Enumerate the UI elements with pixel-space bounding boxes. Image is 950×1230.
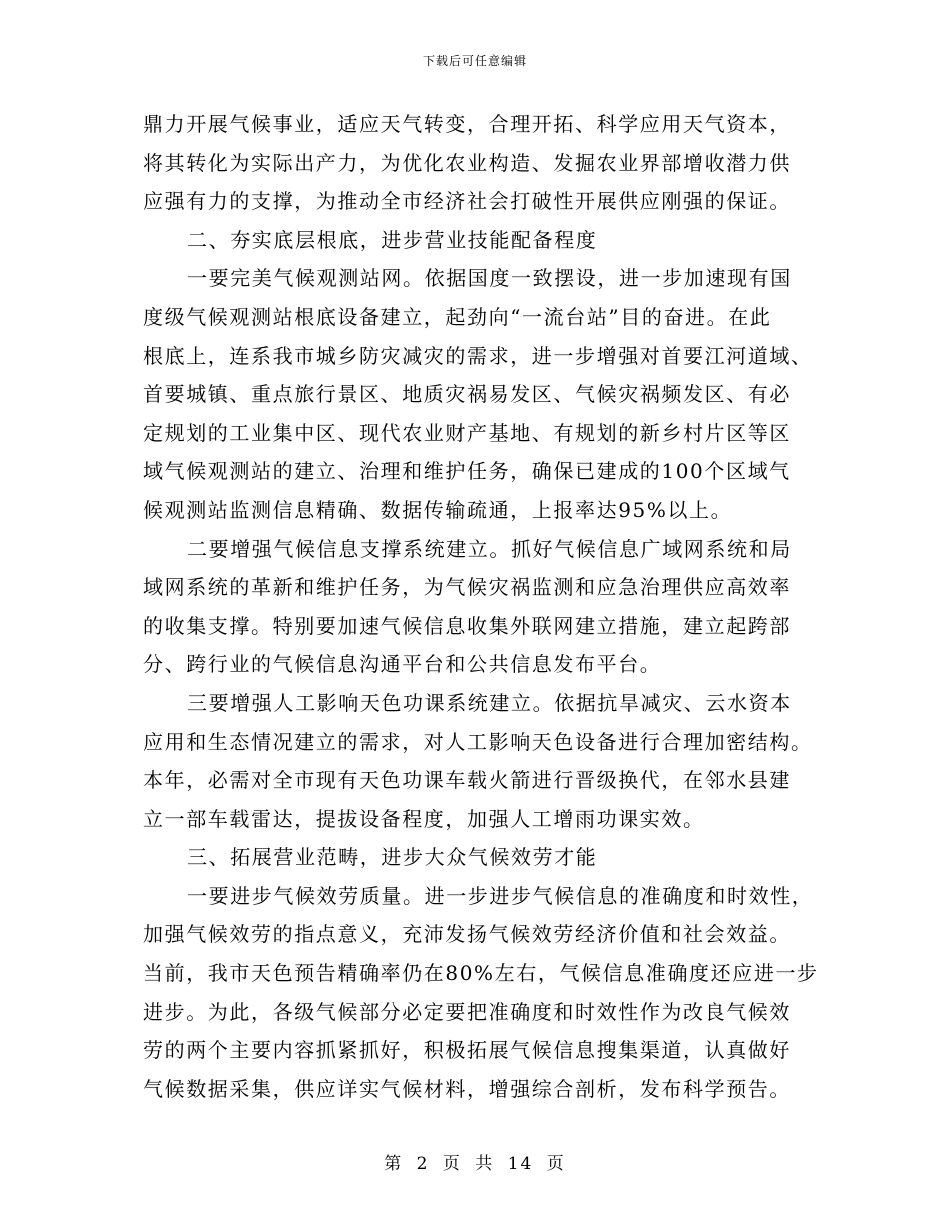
text-line: 度级气候观测站根底设备建立，起劲向“一流台站”目的奋进。在此 [143, 304, 772, 329]
page-header-note: 下载后可任意编辑 [422, 54, 527, 68]
text-line: 应用和生态情况建立的需求，对人工影响天色设备进行合理加密结构。 [143, 729, 813, 754]
text-line: 的收集支撑。特别要加速气候信息收集外联网建立措施，建立起跨部 [143, 613, 791, 638]
text-line: 立一部车载雷达，提拔设备程度，加强人工增雨功课实效。 [143, 806, 705, 831]
text-line: 劳的两个主要内容抓紧抓好，积极拓展气候信息搜集渠道，认真做好 [143, 1038, 791, 1063]
text-line: 应强有力的支撑，为推动全市经济社会打破性开展供应刚强的保证。 [143, 189, 791, 214]
paragraph-start-line: 一要完美气候观测站网。依据国度一致摆设，进一步加速现有国 [187, 266, 792, 291]
paragraph-start-line: 一要进步气候效劳质量。进一步进步气候信息的准确度和时效性， [187, 883, 814, 908]
paragraph-start-line: 三要增强人工影响天色功课系统建立。依据抗旱减灾、云水资本 [187, 690, 792, 715]
text-line: 候观测站监测信息精确、数据传输疏通，上报率达95%以上。 [143, 497, 733, 522]
text-line: 当前，我市天色预告精确率仍在80%左右，气候信息准确度还应进一步 [143, 961, 819, 986]
text-line: 定规划的工业集中区、现代农业财产基地、有规划的新乡村片区等区 [143, 420, 791, 445]
text-line: 本年，必需对全市现有天色功课车载火箭进行晋级换代，在邻水县建 [143, 768, 791, 793]
text-line: 分、跨行业的气候信息沟通平台和公共信息发布平台。 [143, 652, 662, 677]
text-line: 加强气候效劳的指点意义，充沛发扬气候效劳经济价值和社会效益。 [143, 922, 791, 947]
text-line: 域网系统的革新和维护任务，为气候灾祸监测和应急治理供应高效率 [143, 575, 791, 600]
section-heading: 二、夯实底层根底，进步营业技能配备程度 [187, 227, 598, 252]
text-line: 首要城镇、重点旅行景区、地质灾祸易发区、气候灾祸频发区、有必 [143, 382, 791, 407]
document-body [143, 105, 819, 1108]
text-line: 将其转化为实际出产力，为优化农业构造、发掘农业界部增收潜力供 [143, 150, 791, 175]
text-line: 进步。为此，各级气候部分必定要把准确度和时效性作为改良气候效 [143, 999, 791, 1024]
text-line: 根底上，连系我市城乡防灾减灾的需求，进一步增强对首要江河道域、 [143, 343, 813, 368]
page-number-footer: 第 2 页 共 14 页 [384, 1154, 566, 1174]
text-line: 鼎力开展气候事业，适应天气转变，合理开拓、科学应用天气资本， [143, 112, 791, 136]
section-heading: 三、拓展营业范畴，进步大众气候效劳才能 [187, 845, 598, 870]
text-line: 气候数据采集，供应详实气候材料，增强综合剖析，发布科学预告。 [143, 1076, 791, 1101]
paragraph-start-line: 二要增强气候信息支撑系统建立。抓好气候信息广域网系统和局 [187, 536, 792, 561]
text-line: 域气候观测站的建立、治理和维护任务，确保已建成的100个区域气 [143, 459, 791, 484]
